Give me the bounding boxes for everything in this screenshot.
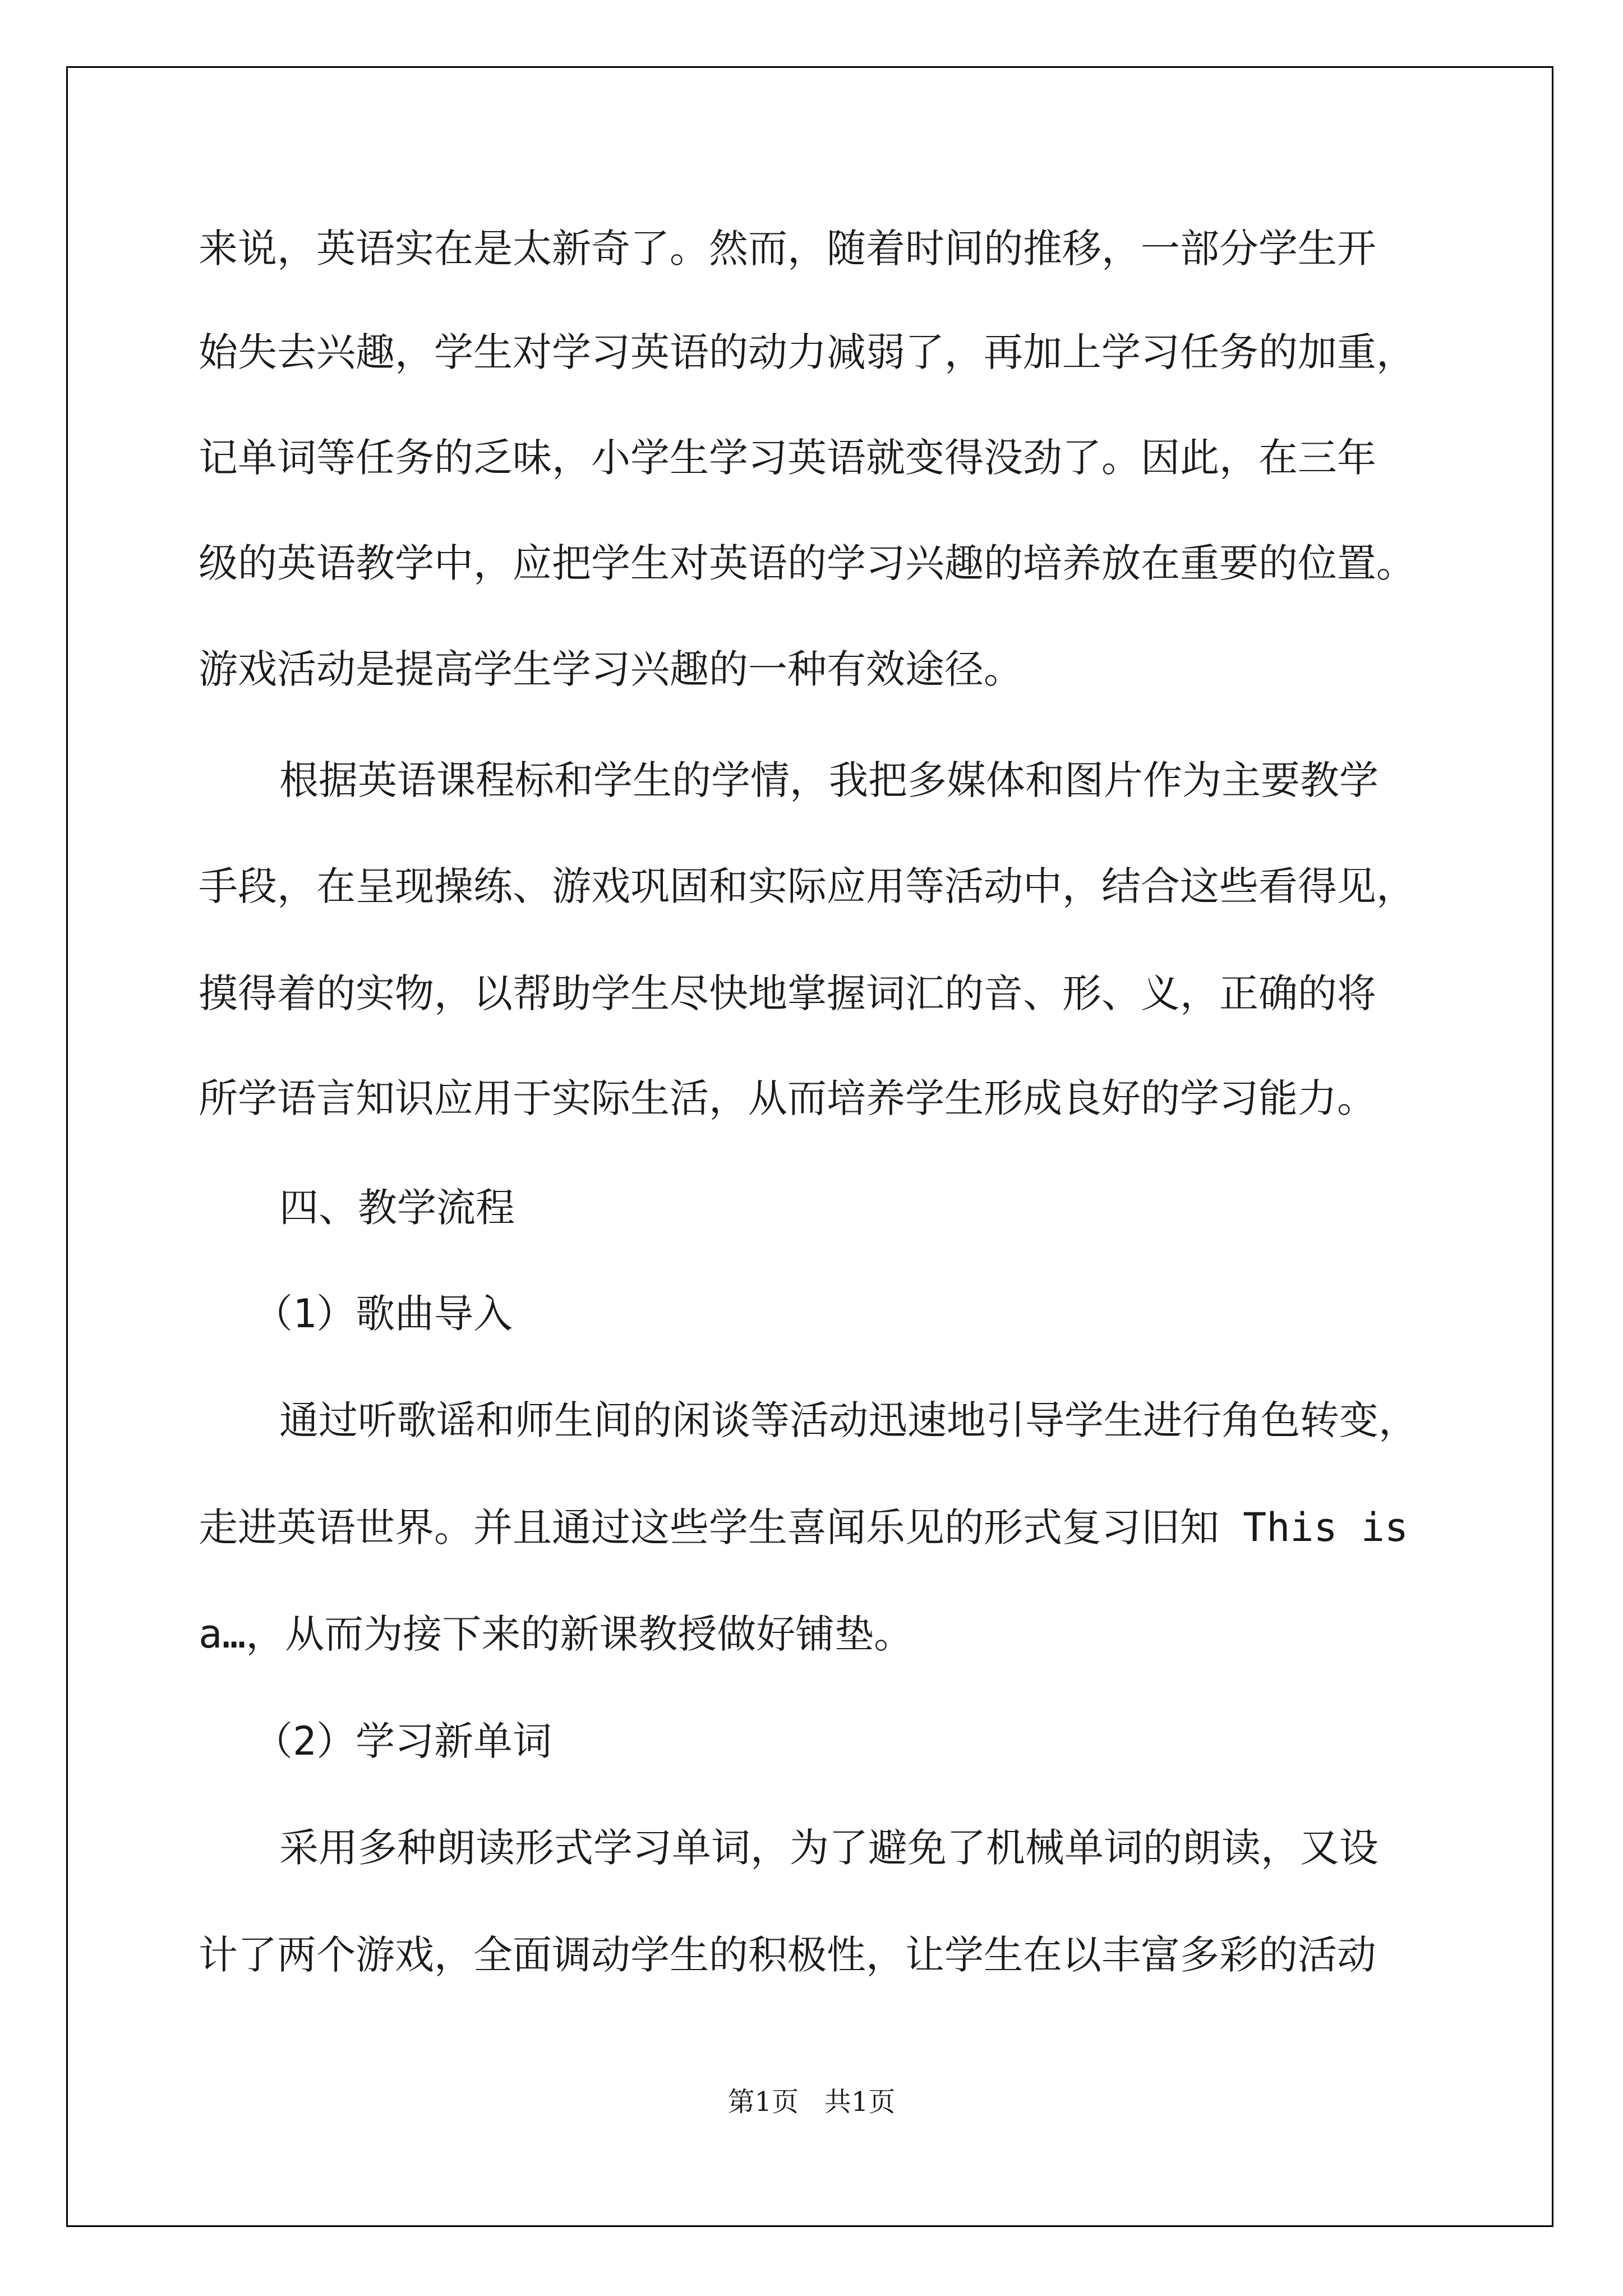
text-line-6: 根据英语课程标和学生的学情，我把多媒体和图片作为主要教学 xyxy=(279,757,1378,803)
subsection-heading-2: （2）学习新单词 xyxy=(253,1718,552,1764)
text-line-16: 采用多种朗读形式学习单词，为了避免了机械单词的朗读，又设 xyxy=(279,1825,1378,1871)
text-line-2: 始失去兴趣，学生对学习英语的动力减弱了，再加上学习任务的加重， xyxy=(199,329,1415,375)
page-border xyxy=(66,66,1553,2227)
text-line-3: 记单词等任务的乏味，小学生学习英语就变得没劲了。因此，在三年 xyxy=(199,435,1376,481)
text-line-4: 级的英语教学中，应把学生对英语的学习兴趣的培养放在重要的位置。 xyxy=(199,540,1415,586)
text-line-13: 走进英语世界。并且通过这些学生喜闻乐见的形式复习旧知 This is xyxy=(199,1504,1409,1550)
text-line-9: 所学语言知识应用于实际生活，从而培养学生形成良好的学习能力。 xyxy=(199,1075,1376,1121)
page-number-footer: 第1页 共1页 xyxy=(727,2086,896,2118)
text-line-8: 摸得着的实物，以帮助学生尽快地掌握词汇的音、形、义，正确的将 xyxy=(199,970,1376,1016)
text-line-7: 手段，在呈现操练、游戏巩固和实际应用等活动中，结合这些看得见， xyxy=(199,863,1415,909)
text-line-5: 游戏活动是提高学生学习兴趣的一种有效途径。 xyxy=(199,646,1023,692)
text-line-1: 来说，英语实在是太新奇了。然而，随着时间的推移，一部分学生开 xyxy=(199,226,1376,272)
text-line-17: 计了两个游戏，全面调动学生的积极性，让学生在以丰富多彩的活动 xyxy=(199,1932,1376,1978)
section-heading: 四、教学流程 xyxy=(279,1185,515,1231)
text-line-14: a…，从而为接下来的新课教授做好铺垫。 xyxy=(199,1611,914,1657)
text-line-12: 通过听歌谣和师生间的闲谈等活动迅速地引导学生进行角色转变， xyxy=(279,1397,1418,1443)
subsection-heading-1: （1）歌曲导入 xyxy=(253,1291,513,1337)
